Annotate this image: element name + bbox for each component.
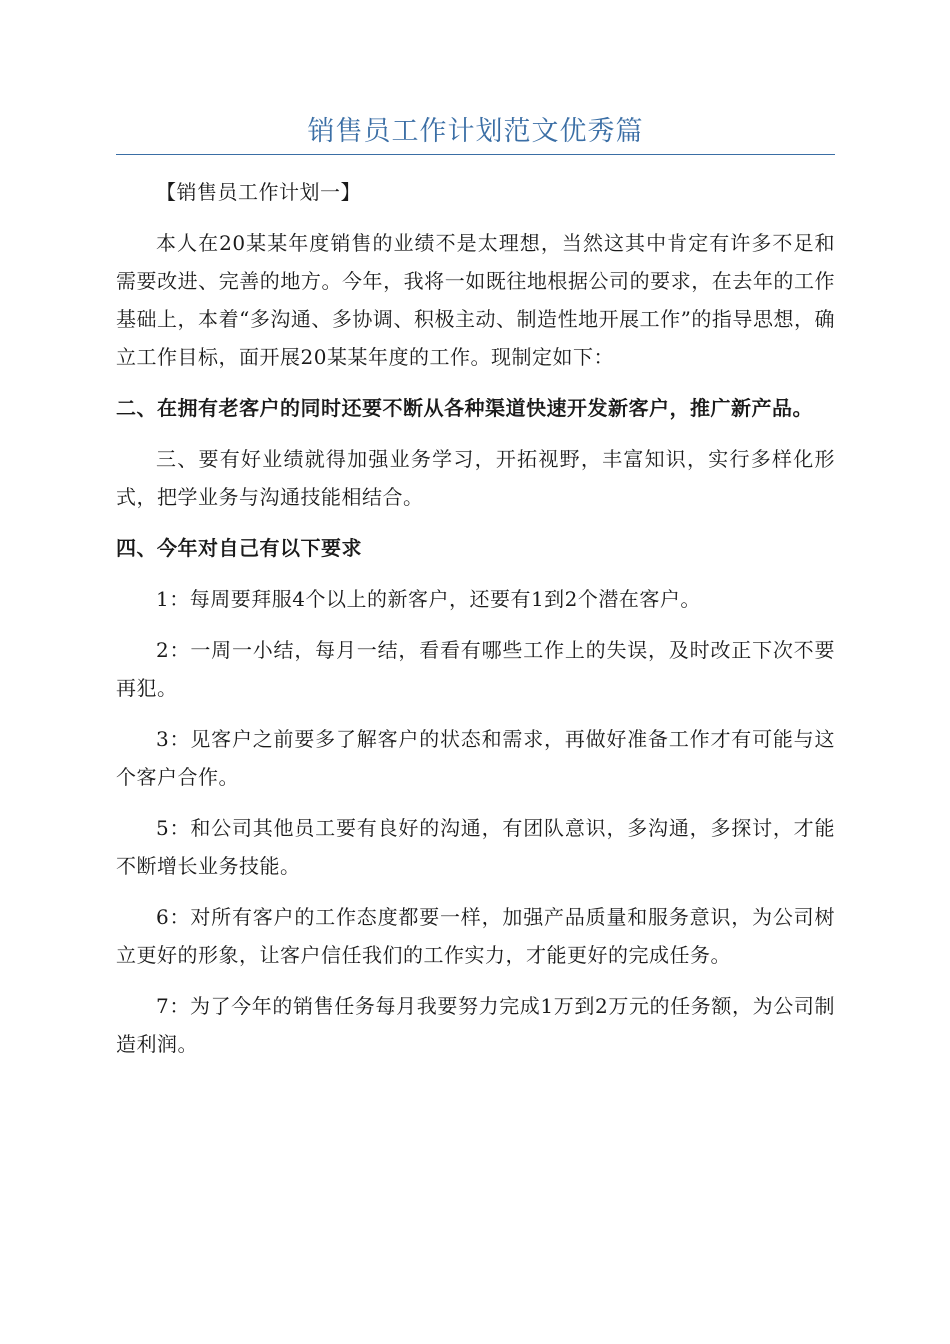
- title-underline: [116, 154, 835, 155]
- requirement-item-6: 6：对所有客户的工作态度都要一样，加强产品质量和服务意识，为公司树立更好的形象，让客户信任我们的工作实力，才能更好的完成任务。: [116, 905, 835, 967]
- requirement-item-5: 5：和公司其他员工要有良好的沟通，有团队意识，多沟通，多探讨，才能不断增长业务技能。: [116, 816, 835, 878]
- point-three-paragraph: 三、要有好业绩就得加强业务学习，开拓视野，丰富知识，实行多样化形式，把学业务与沟通技能相结合。: [116, 447, 835, 509]
- document-title: 销售员工作计划范文优秀篇: [307, 116, 644, 147]
- requirement-item-3: 3：见客户之前要多了解客户的状态和需求，再做好准备工作才有可能与这个客户合作。: [116, 727, 835, 789]
- point-four-heading: 四、今年对自己有以下要求: [116, 536, 362, 560]
- document-body: [116, 173, 835, 1063]
- intro-paragraph: 本人在20某某年度销售的业绩不是太理想，当然这其中肯定有许多不足和需要改进、完善的地方。今年，我将一如既往地根据公司的要求，在去年的工作基础上，本着“多沟通、多协调、积极主动、制造性地开展工作”的指导思想，确立工作目标，面开展20某某年度的工作。现制定如下：: [116, 231, 835, 369]
- section-heading-plan-one: 【销售员工作计划一】: [156, 180, 361, 204]
- point-two-heading: 二、在拥有老客户的同时还要不断从各种渠道快速开发新客户，推广新产品。: [116, 396, 813, 420]
- requirement-item-2: 2：一周一小结，每月一结，看看有哪些工作上的失误，及时改正下次不要再犯。: [116, 638, 835, 700]
- requirement-item-1: 1：每周要拜服4个以上的新客户，还要有1到2个潜在客户。: [156, 587, 701, 611]
- requirement-item-7: 7：为了今年的销售任务每月我要努力完成1万到2万元的任务额，为公司制造利润。: [116, 994, 835, 1056]
